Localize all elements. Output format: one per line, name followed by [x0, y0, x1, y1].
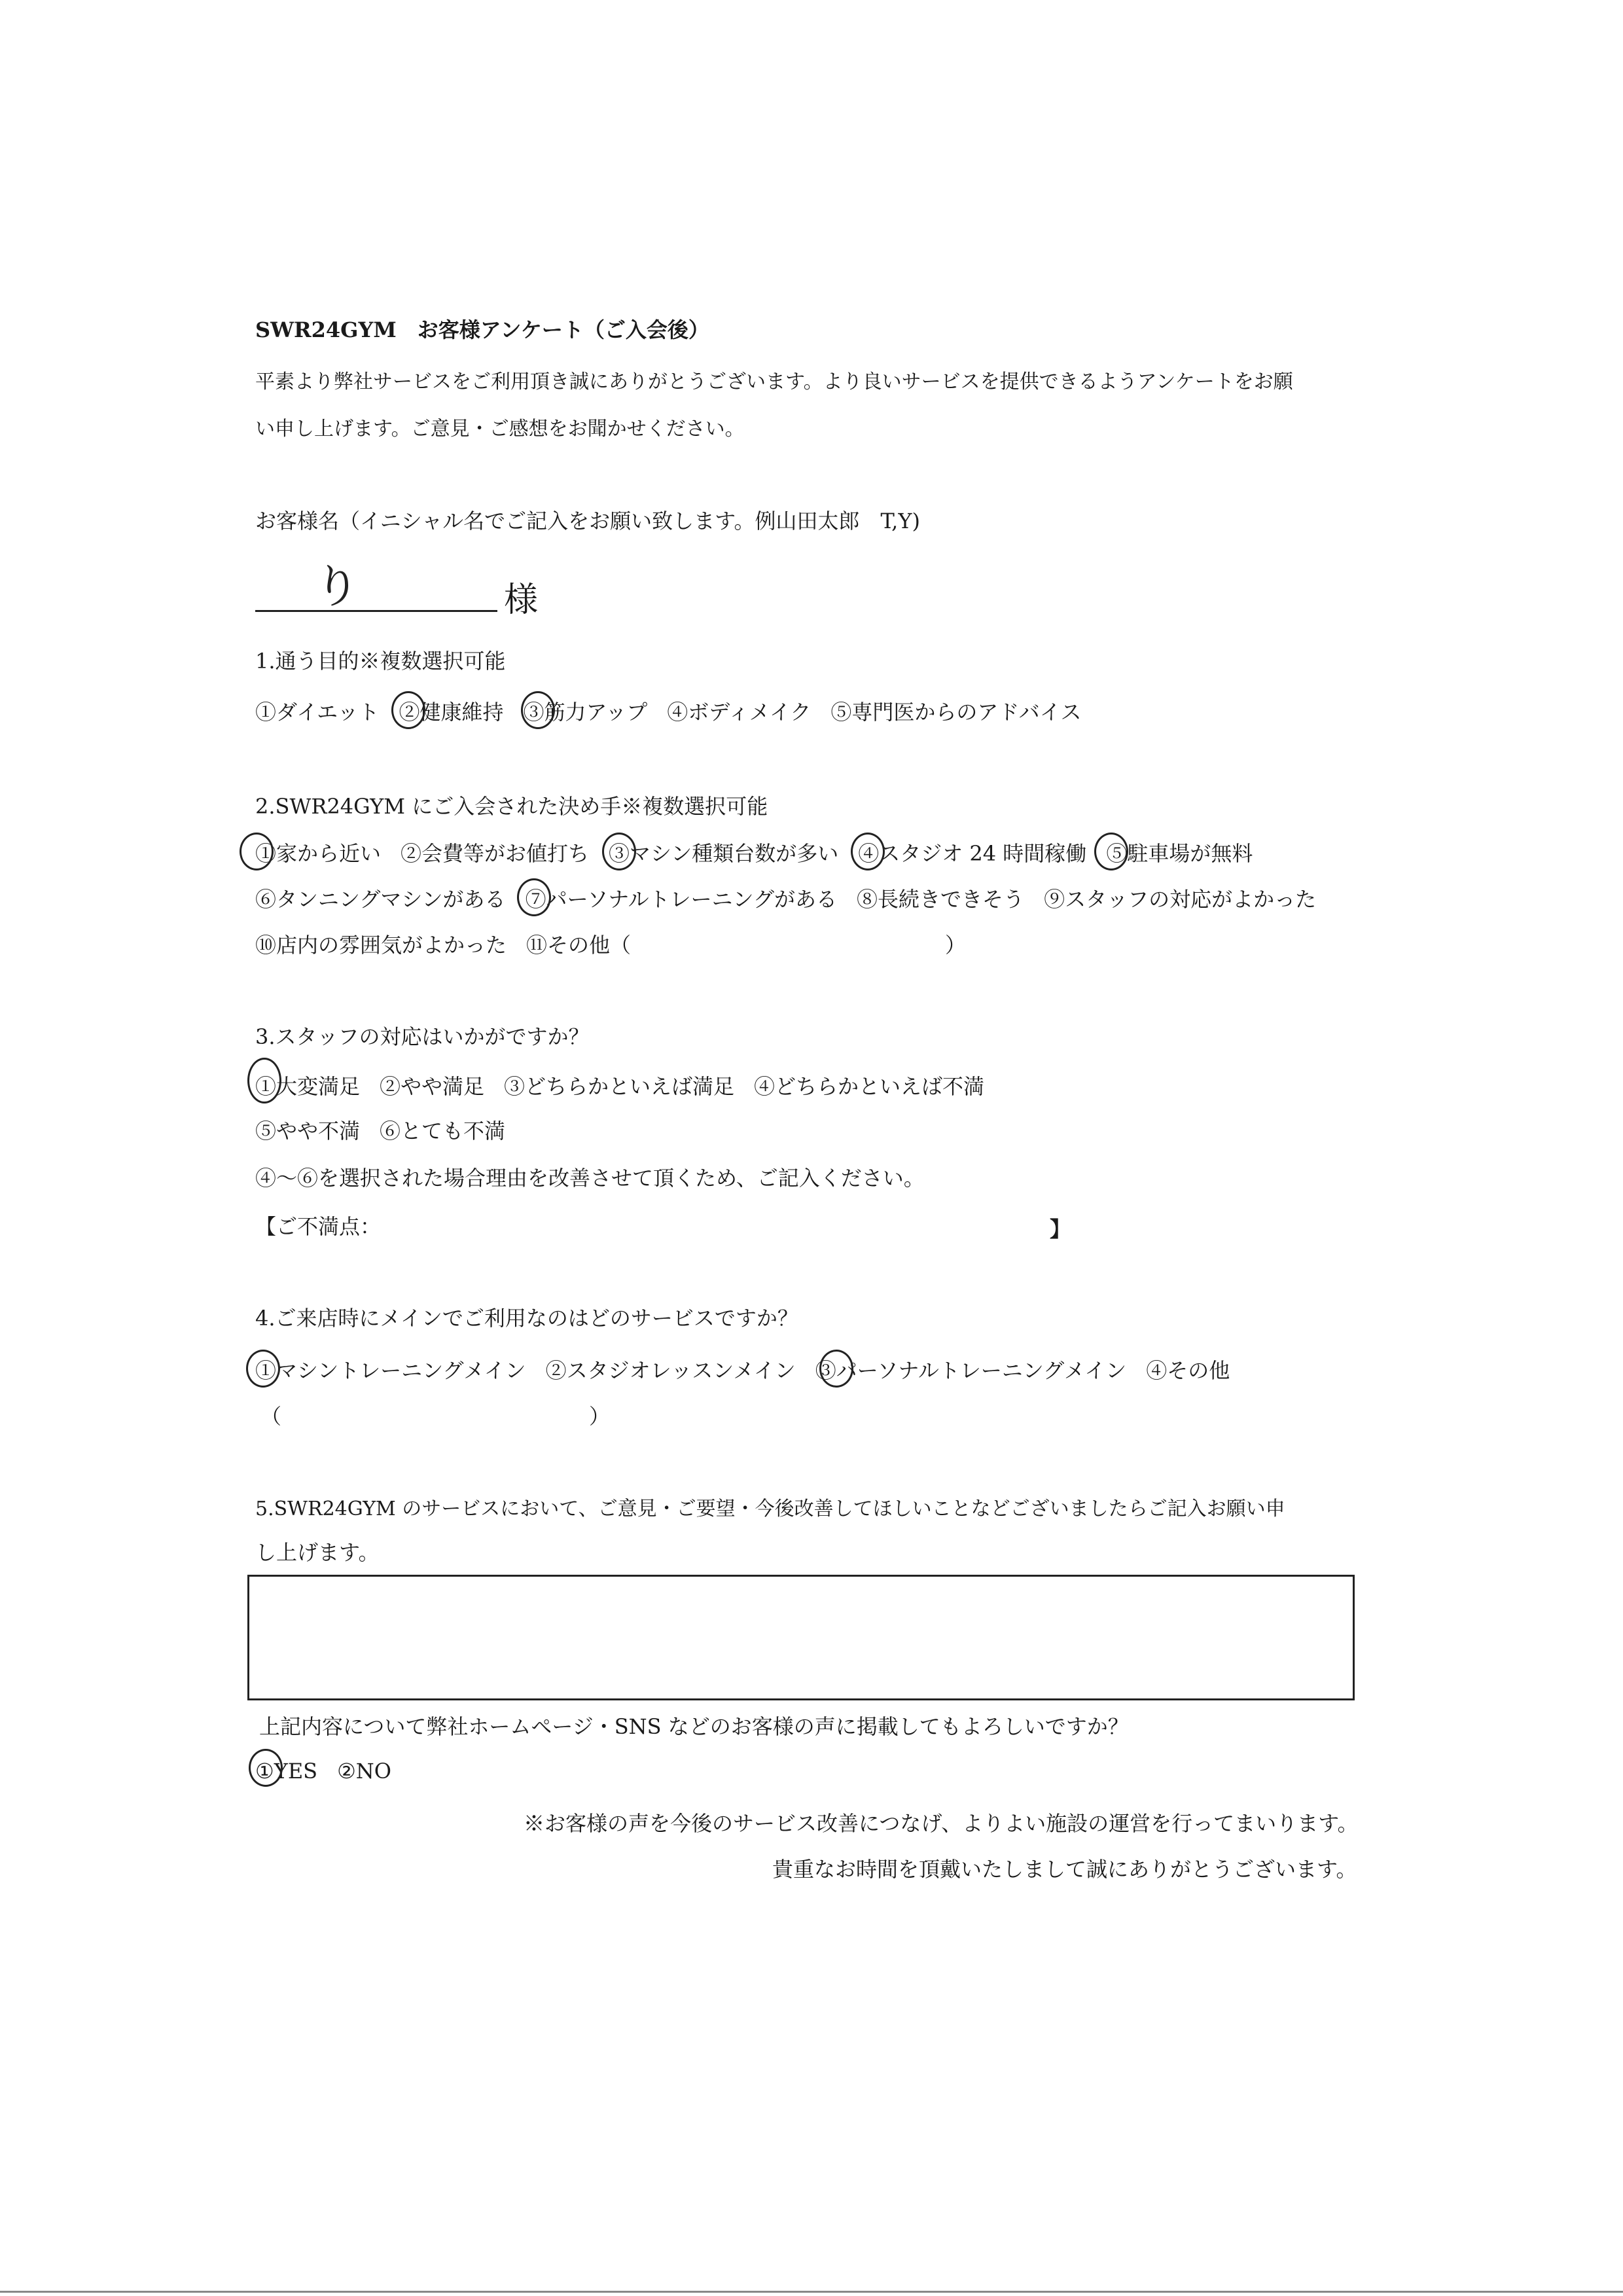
publish-permission-question: 上記内容について弊社ホームページ・SNS などのお客様の声に掲載してもよろしいですか？	[259, 1714, 1129, 1739]
q4-other-row	[260, 1403, 610, 1429]
q2-title: 2.SWR24GYM にご入会された決め手※複数選択可能	[255, 794, 768, 819]
publish-permission-options	[255, 1758, 411, 1784]
intro-line-2: い申し上げます。ご意見・ご感想をお聞かせください。	[255, 418, 745, 440]
customer-name-label: お客様名（イニシャル名でご記入をお願い致します。例山田太郎 T,Y)	[255, 509, 920, 533]
no-option[interactable]: ②NO	[337, 1759, 392, 1784]
q3-option-3[interactable]: ③どちらかといえば満足	[504, 1074, 735, 1099]
q2-option-4[interactable]: ④スタジオ 24 時間稼働	[858, 841, 1087, 866]
q3-row-1	[255, 1073, 1004, 1100]
q3-option-6[interactable]: ⑥とても不満	[380, 1119, 506, 1143]
q4-option-2[interactable]: ②スタジオレッスンメイン	[545, 1358, 796, 1383]
q2-option-2[interactable]: ②会費等がお値打ち	[401, 841, 590, 866]
q4-options	[255, 1357, 1249, 1384]
footer-note-1: ※お客様の声を今後のサービス改善につなげ、よりよい施設の運営を行ってまいります。	[524, 1811, 1359, 1836]
q3-option-5[interactable]: ⑤やや不満	[255, 1119, 361, 1143]
q2-option-11[interactable]: ⑪その他（	[526, 933, 632, 958]
q3-complaint-field[interactable]	[386, 1208, 1041, 1241]
name-underline	[255, 610, 497, 612]
form-title: SWR24GYM お客様アンケート（ご入会後）	[255, 317, 709, 342]
q2-option-5[interactable]: ⑤駐車場が無料	[1106, 841, 1253, 866]
q3-title: 3.スタッフの対応はいかがですか？	[255, 1024, 590, 1049]
q2-row-1	[255, 840, 1272, 867]
q2-other-close: ）	[945, 933, 967, 958]
handwritten-name: り	[314, 560, 364, 613]
q1-option-3[interactable]: ③筋力アップ	[523, 700, 648, 725]
q5-title-line-2: し上げます。	[255, 1540, 380, 1565]
q2-option-10[interactable]: ⑩店内の雰囲気がよかった	[255, 933, 507, 958]
q2-option-6[interactable]: ⑥タンニングマシンがある	[255, 887, 506, 912]
q1-option-2[interactable]: ②健康維持	[399, 700, 504, 725]
comment-textarea[interactable]	[247, 1575, 1355, 1700]
q3-option-4[interactable]: ④どちらかといえば不満	[754, 1074, 985, 1099]
footer-note-2: 貴重なお時間を頂戴いたしまして誠にありがとうございます。	[772, 1857, 1357, 1882]
q1-title: 1.通う目的※複数選択可能	[255, 649, 506, 673]
q4-title: 4.ご来店時にメインでご利用なのはどのサービスですか？	[255, 1306, 798, 1331]
q2-row-3	[255, 932, 966, 958]
intro-line-1: 平素より弊社サービスをご利用頂き誠にありがとうございます。より良いサービスを提供できるようアンケートをお願	[255, 370, 1293, 393]
q2-option-7[interactable]: ⑦パーソナルトレーニングがある	[525, 887, 838, 912]
q2-option-3[interactable]: ③マシン種類台数が多い	[609, 841, 839, 866]
q4-option-3[interactable]: ③パーソナルトレーニングメイン	[815, 1358, 1127, 1383]
q4-other-close: ）	[589, 1404, 611, 1429]
q5-title-line-1: 5.SWR24GYM のサービスにおいて、ご意見・ご要望・今後改善してほしいことなどございましたらご記入お願い申	[255, 1498, 1285, 1520]
q1-option-5[interactable]: ⑤専門医からのアドバイス	[830, 700, 1082, 725]
q2-option-8[interactable]: ⑧長続きできそう	[857, 887, 1025, 912]
q3-row-2	[255, 1118, 525, 1144]
q3-option-1[interactable]: ①大変満足	[255, 1074, 361, 1099]
q2-option-1[interactable]: ①家から近い	[255, 841, 382, 866]
q1-option-4[interactable]: ④ボディメイク	[667, 700, 812, 725]
q4-other-open: （	[260, 1404, 282, 1429]
q4-option-1[interactable]: ①マシントレーニングメイン	[255, 1358, 526, 1383]
name-suffix: 様	[504, 581, 539, 620]
q4-option-4[interactable]: ④その他	[1146, 1358, 1230, 1383]
q1-options	[255, 699, 1101, 725]
q3-complaint-close: 】	[1050, 1217, 1071, 1242]
q2-row-2	[255, 886, 1336, 912]
q3-option-2[interactable]: ②やや満足	[380, 1074, 485, 1099]
q3-note: ④～⑥を選択された場合理由を改善させて頂くため、ご記入ください。	[255, 1166, 925, 1191]
yes-option[interactable]: ①YES	[255, 1759, 318, 1784]
q1-option-1[interactable]: ①ダイエット	[255, 700, 380, 725]
q2-option-9[interactable]: ⑨スタッフの対応がよかった	[1044, 887, 1317, 912]
q3-complaint-open: 【ご不満点：	[255, 1214, 382, 1239]
scan-edge-divider	[0, 2291, 1623, 2293]
